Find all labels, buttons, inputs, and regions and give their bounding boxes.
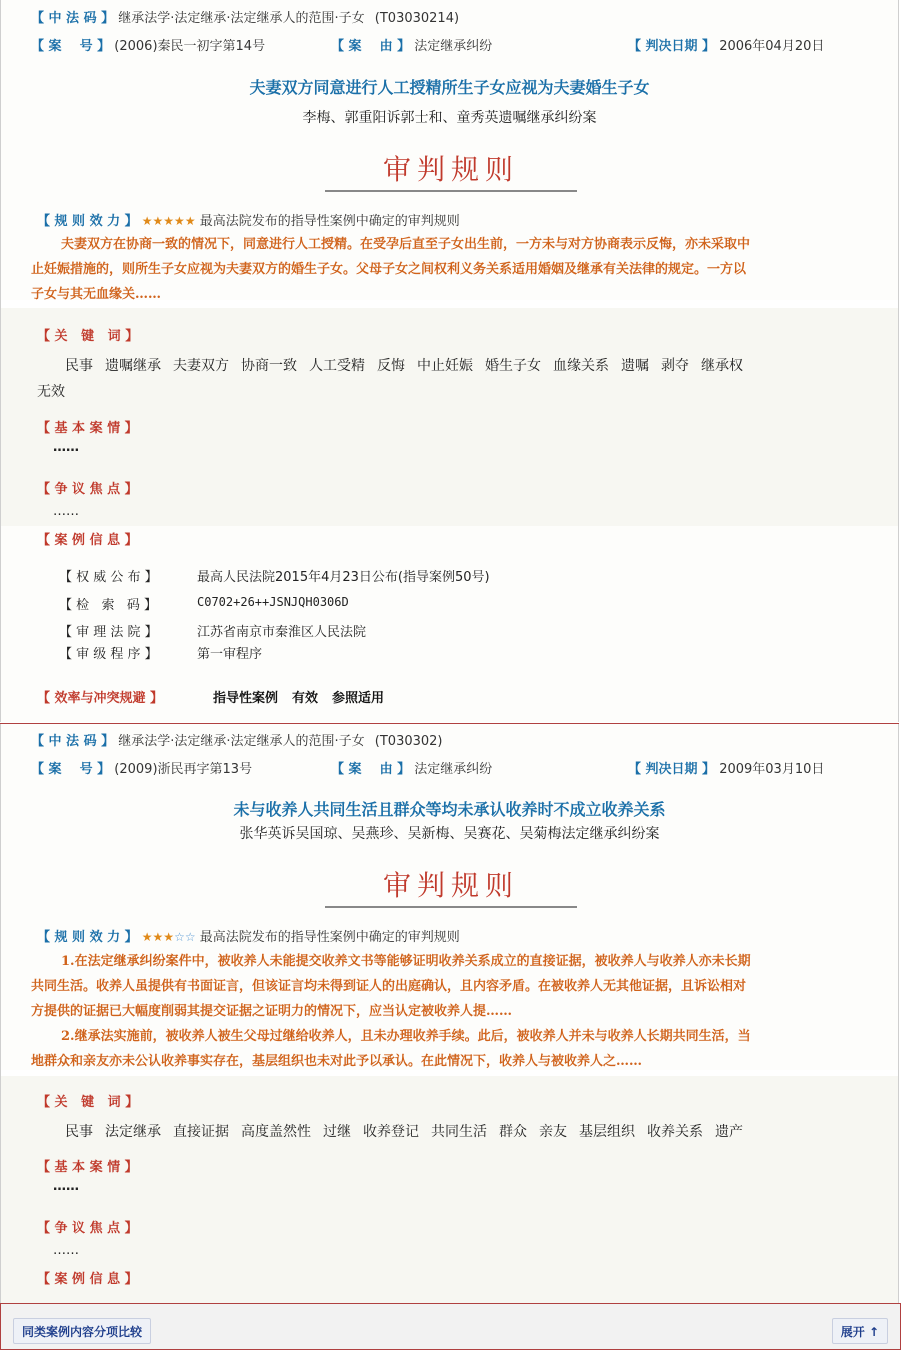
rule-line: 方提供的证据已大幅度削弱其提交证据之证明力的情况下，应当认定被收养人提……	[31, 1004, 513, 1019]
keyword[interactable]: 共同生活	[431, 1124, 487, 1140]
case-1-keywords-wrap	[37, 381, 77, 401]
rule-effect-label: 【 规 则 效 力 】	[37, 214, 138, 229]
case-1-basic-facts[interactable]: ……	[53, 440, 79, 455]
code-label: 【 中 法 码 】	[31, 11, 115, 26]
case-2-case-info-label: 【 案 例 信 息 】	[37, 1272, 138, 1287]
code-value[interactable]: 继承法学·法定继承·法定继承人的范围·子女	[118, 734, 365, 749]
keyword[interactable]: 血缘关系	[553, 358, 609, 374]
case-1-case-info-label: 【 案 例 信 息 】	[37, 533, 138, 548]
efficiency-tag: 有效	[292, 691, 319, 706]
cause-label: 【 案 由 】	[331, 762, 411, 777]
case-no-value: (2009)浙民再字第13号	[114, 762, 253, 777]
efficiency-tag: 参照适用	[332, 691, 385, 706]
case-2-basic-facts-label: 【 基 本 案 情 】	[37, 1160, 138, 1175]
keyword[interactable]: 民事	[65, 1124, 93, 1140]
keyword[interactable]: 遗产	[715, 1124, 743, 1140]
date-label: 【 判决日期 】	[628, 39, 716, 54]
efficiency-tag: 指导性案例	[213, 691, 279, 706]
case-2-rules-heading: 审判规则	[325, 864, 577, 908]
case-1-cause	[331, 35, 492, 54]
keyword[interactable]: 基层组织	[579, 1124, 635, 1140]
keyword[interactable]: 遗嘱继承	[105, 358, 161, 374]
case-2-case-no	[31, 758, 252, 777]
case-1-keywords	[65, 355, 755, 375]
bottom-toolbar	[0, 1303, 901, 1350]
keyword[interactable]: 剥夺	[661, 358, 689, 374]
case-2-dispute-label: 【 争 议 焦 点 】	[37, 1221, 138, 1236]
case-1-dispute[interactable]: ……	[53, 504, 79, 519]
rule-line: 地群众和亲友亦未公认收养事实存在，基层组织也未对此予以承认。在此情况下，收养人与被收养人之……	[31, 1054, 643, 1069]
rule-effect-text: 最高法院发布的指导性案例中确定的审判规则	[199, 930, 460, 945]
case-1-procedure: 【 审 级 程 序 】	[59, 647, 158, 662]
case-2-basic-facts[interactable]: ……	[53, 1179, 79, 1194]
search-code-value: C0702+26++JSNJQH0306D	[197, 595, 349, 609]
code-value[interactable]: 继承法学·法定继承·法定继承人的范围·子女	[118, 11, 365, 26]
keyword[interactable]: 过继	[323, 1124, 351, 1140]
rule-line: 夫妻双方在协商一致的情况下，同意进行人工授精。在受孕后直至子女出生前，一方未与对方协商表示反悔，亦未采取中	[61, 237, 751, 252]
case-no-label: 【 案 号 】	[31, 39, 111, 54]
keyword[interactable]: 收养关系	[647, 1124, 703, 1140]
case-1-efficiency-label: 【 效率与冲突规避 】	[37, 691, 164, 706]
case-2-rule-effect	[37, 926, 460, 945]
code-id: (T03030214)	[374, 11, 460, 26]
case-2-keywords	[65, 1121, 755, 1141]
case-2-subtitle: 张华英诉吴国琼、吴燕珍、吴新梅、吴赛花、吴菊梅法定继承纠纷案	[239, 826, 660, 842]
date-label: 【 判决日期 】	[628, 762, 716, 777]
rule-effect-text: 最高法院发布的指导性案例中确定的审判规则	[199, 214, 460, 229]
keyword[interactable]: 遗嘱	[621, 358, 649, 374]
keyword[interactable]: 协商一致	[241, 358, 297, 374]
case-1-code-row	[31, 7, 459, 26]
case-card-2	[0, 724, 899, 1303]
authority-value: 最高人民法院2015年4月23日公布(指导案例50号)	[197, 570, 490, 585]
keyword[interactable]: 中止妊娠	[417, 358, 473, 374]
case-2-code-row	[31, 730, 443, 749]
case-2-cause	[331, 758, 492, 777]
rating-stars-icon: ★★★☆☆	[141, 930, 196, 944]
keyword[interactable]: 民事	[65, 358, 93, 374]
cause-value: 法定继承纠纷	[414, 39, 493, 54]
rule-line: 止妊娠措施的，则所生子女应视为夫妻双方的婚生子女。父母子女之间权利义务关系适用婚姻及继承有关法律的规定。一方以	[31, 262, 747, 277]
code-label: 【 中 法 码 】	[31, 734, 115, 749]
case-no-value: (2006)秦民一初字第14号	[114, 39, 266, 54]
cause-label: 【 案 由 】	[331, 39, 411, 54]
keyword[interactable]: 夫妻双方	[173, 358, 229, 374]
case-1-court: 【 审 理 法 院 】	[59, 625, 158, 640]
keyword[interactable]: 无效	[37, 384, 65, 400]
keyword[interactable]: 法定继承	[105, 1124, 161, 1140]
keyword[interactable]: 人工受精	[309, 358, 365, 374]
rule-line: 子女与其无血缘关……	[31, 287, 162, 302]
case-1-rule-text	[31, 232, 861, 307]
case-1-efficiency	[213, 687, 398, 706]
keyword[interactable]: 群众	[499, 1124, 527, 1140]
compare-similar-cases-button[interactable]: 同类案例内容分项比较	[13, 1318, 151, 1344]
date-value: 2009年03月10日	[719, 762, 825, 777]
case-2-date	[628, 758, 824, 777]
date-value: 2006年04月20日	[719, 39, 825, 54]
cause-value: 法定继承纠纷	[414, 762, 493, 777]
case-1-date	[628, 35, 824, 54]
case-1-dispute-label: 【 争 议 焦 点 】	[37, 482, 138, 497]
code-id: (T030302)	[374, 734, 443, 749]
case-1-authority: 【 权 威 公 布 】	[59, 570, 158, 585]
case-1-subtitle: 李梅、郭重阳诉郭士和、童秀英遗嘱继承纠纷案	[302, 110, 597, 126]
keyword[interactable]: 收养登记	[363, 1124, 419, 1140]
case-2-rule-text	[31, 949, 861, 1074]
expand-button[interactable]: 展开 ↑	[832, 1318, 888, 1344]
rule-line: 共同生活。收养人虽提供有书面证言，但该证言均未得到证人的出庭确认，且内容矛盾。在被收养人无其他证据，且诉讼相对	[31, 979, 747, 994]
keyword[interactable]: 直接证据	[173, 1124, 229, 1140]
case-1-rule-effect	[37, 210, 460, 229]
case-1-case-no	[31, 35, 265, 54]
case-1-search-code: 【 检 索 码 】	[59, 598, 158, 613]
rule-line: 2.继承法实施前，被收养人被生父母过继给收养人，且未办理收养手续。此后，被收养人并未与收养人长期共同生活，当	[61, 1029, 751, 1044]
case-1-keywords-label: 【 关 键 词 】	[37, 329, 139, 344]
rule-line: 1.在法定继承纠纷案件中，被收养人未能提交收养文书等能够证明收养关系成立的直接证据，被收养人与收养人亦未长期	[61, 954, 751, 969]
keyword[interactable]: 亲友	[539, 1124, 567, 1140]
keyword[interactable]: 继承权	[701, 358, 743, 374]
keyword[interactable]: 婚生子女	[485, 358, 541, 374]
case-2-keywords-label: 【 关 键 词 】	[37, 1095, 139, 1110]
case-2-title[interactable]: 未与收养人共同生活且群众等均未承认收养时不成立收养关系	[233, 800, 666, 819]
case-1-title[interactable]: 夫妻双方同意进行人工授精所生子女应视为夫妻婚生子女	[249, 78, 650, 97]
procedure-value: 第一审程序	[197, 647, 263, 662]
keyword[interactable]: 反悔	[377, 358, 405, 374]
keyword[interactable]: 高度盖然性	[241, 1124, 311, 1140]
court-value: 江苏省南京市秦淮区人民法院	[197, 625, 367, 640]
rating-stars-icon: ★★★★★	[141, 214, 196, 228]
case-1-rules-heading: 审判规则	[325, 148, 577, 192]
case-1-basic-facts-label: 【 基 本 案 情 】	[37, 421, 138, 436]
case-no-label: 【 案 号 】	[31, 762, 111, 777]
rule-effect-label: 【 规 则 效 力 】	[37, 930, 138, 945]
case-2-dispute[interactable]: ……	[53, 1243, 79, 1258]
